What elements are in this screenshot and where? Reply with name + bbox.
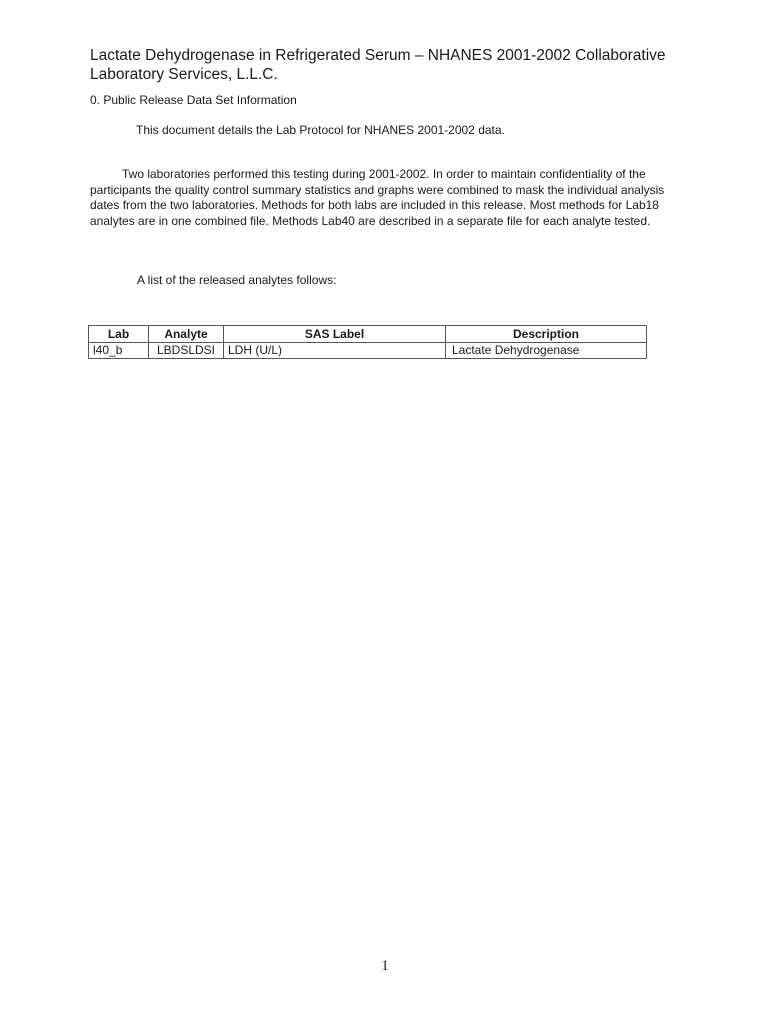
analytes-table [88, 325, 647, 359]
header-description: Description [446, 326, 647, 343]
cell-description: Lactate Dehydrogenase [446, 343, 647, 359]
cell-lab: l40_b [89, 343, 149, 359]
body-paragraph: Two laboratories performed this testing during 2001-2002. In order to maintain confidentiality of the participants the quality control summary statistics and graphs were combined to mask the individual analysis dates from the two laboratories. Methods for both labs are included in this release. Most methods for Lab18 analytes are in one combined file. Methods Lab40 are described in a separate file for each analyte tested. [90, 167, 665, 228]
header-sas-label: SAS Label [224, 326, 446, 343]
header-lab: Lab [89, 326, 149, 343]
page-number: 1 [381, 958, 389, 974]
section-heading: 0. Public Release Data Set Information [90, 93, 297, 107]
cell-sas-label: LDH (U/L) [224, 343, 446, 359]
header-analyte: Analyte [149, 326, 224, 343]
cell-analyte: LBDSLDSI [149, 343, 224, 359]
page-title: Lactate Dehydrogenase in Refrigerated Serum – NHANES 2001-2002 Collaborative Laboratory Services, L.L.C. [90, 47, 666, 83]
table-row [89, 343, 647, 359]
table-header-row [89, 326, 647, 343]
list-intro-text: A list of the released analytes follows: [137, 273, 337, 287]
intro-text: This document details the Lab Protocol for NHANES 2001-2002 data. [136, 123, 505, 137]
